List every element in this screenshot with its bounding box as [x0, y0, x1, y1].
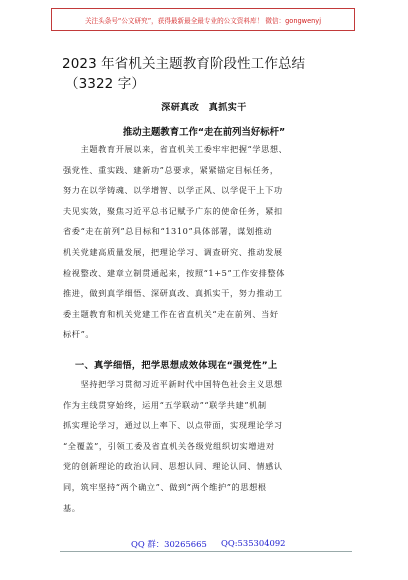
- header-banner: [51, 8, 355, 31]
- paragraph-line: 党的创新理论的政治认同、思想认同、理论认同、情感认: [63, 461, 283, 472]
- title-line-1: 2023 年省机关主题教育阶段性工作总结: [62, 56, 306, 72]
- paragraph-line: 委主题教育和机关党建工作在省直机关“走在前列、当好: [63, 308, 279, 319]
- paragraph-line: 省委“走在前列”总目标和“1310”具体部署，谋划推动: [63, 226, 273, 237]
- paragraph-line: 同，筑牢坚持“两个确立”、做到“两个维护”的思想根: [63, 481, 267, 492]
- footer-divider: [60, 551, 352, 552]
- paragraph-line: 夫见实效，聚焦习近平总书记赋予广东的使命任务，紧扣: [63, 205, 283, 216]
- banner-text: 关注头条号“公文研究”，获得最新最全最专业的公文资料库！ 微信：gongwenyj: [84, 16, 322, 25]
- document-subtitle: 深研真改 真抓实干: [161, 103, 247, 113]
- qq-group-number: QQ 群：30265665: [131, 539, 207, 549]
- paragraph-line: 标杆”。: [63, 329, 95, 340]
- paragraph-line: 基。: [63, 502, 81, 513]
- paragraph-line: 坚持把学习贯彻习近平新时代中国特色社会主义思想: [63, 379, 283, 389]
- paragraph-line: 机关党建高质量发展，把理论学习、调查研究、推动发展: [63, 246, 283, 257]
- document-title: [62, 54, 362, 94]
- paragraph-1: [63, 139, 353, 345]
- paragraph-line: 强党性、重实践、建新功”总要求，紧紧锚定目标任务，: [63, 164, 279, 175]
- document-subtitle-2: 推动主题教育工作“走在前列当好标杆”: [122, 127, 286, 138]
- paragraph-line: “全覆盖”，引领工委及省直机关各级党组织切实增进对: [63, 440, 275, 451]
- title-line-2: （3322 字）: [65, 76, 145, 92]
- paragraph-line: 抓实理论学习，通过以上率下、以点带面，实现理论学习: [63, 420, 283, 431]
- paragraph-line: 检视整改、建章立制贯通起来，按照“1+5”工作安排整体: [63, 267, 285, 278]
- paragraph-line: 主题教育开展以来，省直机关工委牢牢把握“学思想、: [63, 144, 288, 154]
- qq-contact-number: QQ:535304092: [221, 538, 286, 548]
- paragraph-line: 推进，做到真学细悟、深研真改、真抓实干，努力推动工: [63, 288, 283, 299]
- paragraph-2: [63, 374, 353, 518]
- section-1-heading: 一、真学细悟，把学思想成效体现在“强党性”上: [75, 360, 278, 371]
- paragraph-line: 作为主线贯穿始终，运用“五学联动”“联学共建”机制: [63, 399, 267, 410]
- paragraph-line: 努力在以学铸魂、以学增智、以学正风、以学促干上下功: [63, 185, 283, 196]
